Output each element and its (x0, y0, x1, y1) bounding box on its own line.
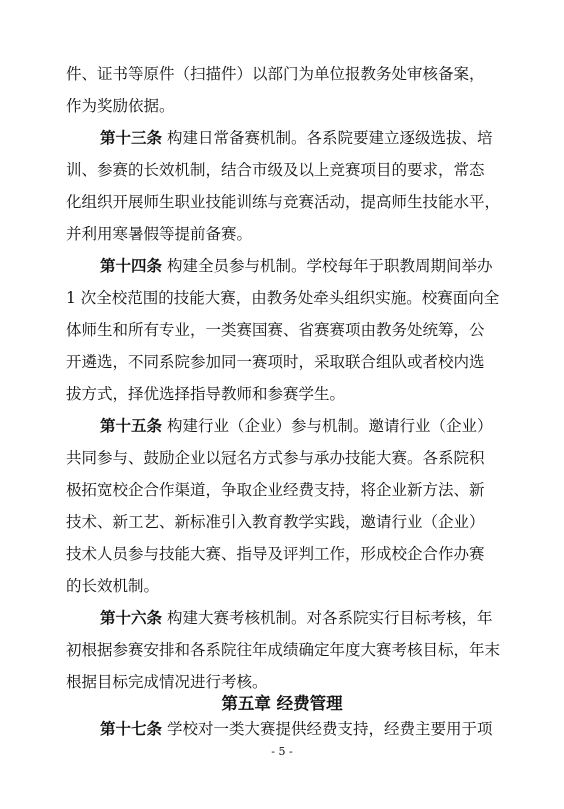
article-16: 第十六条 构建大赛考核机制。对各系院实行目标考核，年 (100, 609, 493, 627)
chapter-heading: 第五章 经费管理 (221, 694, 343, 713)
paragraph-line: 初根据参赛安排和各系院往年成绩确定年度大赛考核目标，年末 (66, 641, 501, 659)
paragraph-line: 作为奖励依据。 (66, 97, 175, 115)
paragraph-line: 技术人员参与技能大赛、指导及评判工作，形成校企合作办赛 (66, 545, 485, 563)
paragraph-line: 1 次全校范围的技能大赛，由教务处牵头组织实施。校赛面向全 (66, 289, 500, 307)
paragraph-line: 拔方式，择优选择指导教师和参赛学生。 (66, 385, 346, 403)
paragraph-line: 并利用寒暑假等提前备赛。 (66, 225, 253, 243)
paragraph-line: 共同参与、鼓励企业以冠名方式参与承办技能大赛。各系院积 (66, 449, 485, 467)
paragraph-line: 训、参赛的长效机制，结合市级及以上竞赛项目的要求，常态 (66, 161, 485, 179)
article-number: 第十四条 (100, 257, 163, 275)
paragraph-line: 开遴选，不同系院参加同一赛项时，采取联合组队或者校内选 (66, 353, 485, 371)
paragraph-line: 化组织开展师生职业技能训练与竞赛活动，提高师生技能水平， (66, 193, 501, 211)
article-17: 第十七条 学校对一类大赛提供经费支持，经费主要用于项 (100, 720, 493, 738)
paragraph-line: 根据目标完成情况进行考核。 (66, 673, 268, 691)
article-14: 第十四条 构建全员参与机制。学校每年于职教周期间举办 (100, 257, 493, 275)
paragraph-line: 件、证书等原件（扫描件）以部门为单位报教务处审核备案， (66, 65, 485, 83)
article-13: 第十三条 构建日常备赛机制。各系院要建立逐级选拔、培 (100, 129, 493, 147)
paragraph-line: 的长效机制。 (66, 577, 160, 595)
article-number: 第十三条 (100, 129, 163, 147)
article-number: 第十五条 (100, 417, 163, 435)
page-number: - 5 - (271, 745, 293, 758)
paragraph-line: 极拓宽校企合作渠道，争取企业经费支持，将企业新方法、新 (66, 481, 485, 499)
article-number: 第十七条 (100, 720, 163, 738)
article-15: 第十五条 构建行业（企业）参与机制。邀请行业（企业） (100, 417, 493, 435)
article-number: 第十六条 (100, 609, 163, 627)
paragraph-line: 技术、新工艺、新标准引入教育教学实践，邀请行业（企业） (66, 513, 485, 531)
paragraph-line: 体师生和所有专业，一类赛国赛、省赛赛项由教务处统筹，公 (66, 321, 485, 339)
